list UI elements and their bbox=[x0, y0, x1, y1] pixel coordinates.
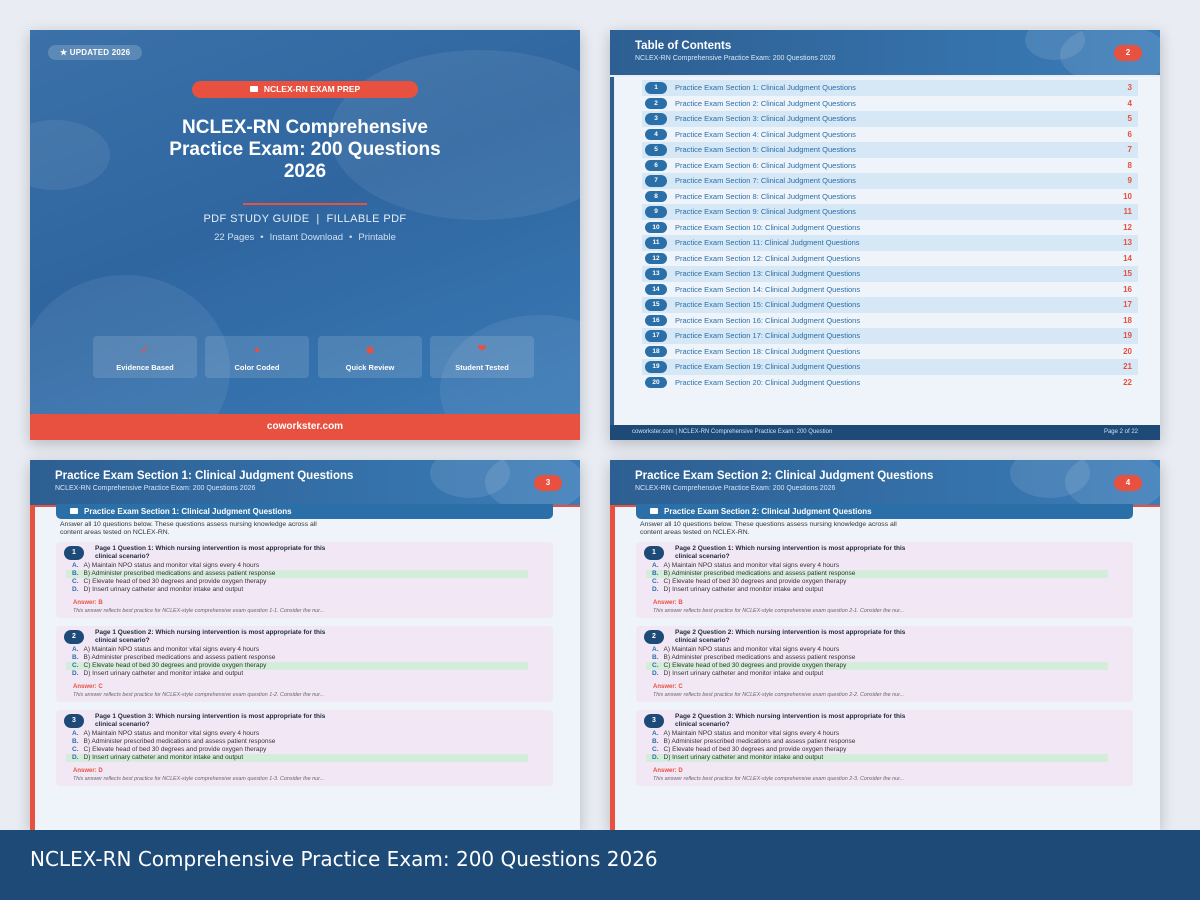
square-icon: ■ bbox=[366, 342, 374, 357]
section-subtitle: NCLEX-RN Comprehensive Practice Exam: 200 Questions 2026 bbox=[55, 485, 256, 492]
option-text: A) Maintain NPO status and monitor vital signs every 4 hours bbox=[83, 562, 260, 569]
toc-entry[interactable] bbox=[642, 235, 1138, 251]
toc-header bbox=[610, 30, 1160, 75]
question-text bbox=[95, 713, 395, 728]
option-text: C) Elevate head of bed 30 degrees and provide oxygen therapy bbox=[663, 746, 847, 754]
answer-option[interactable] bbox=[646, 654, 1108, 662]
section-page bbox=[30, 460, 580, 830]
toc-entry-title: Practice Exam Section 12: Clinical Judgment Questions bbox=[675, 253, 861, 263]
toc-entry-title: Practice Exam Section 5: Clinical Judgment Questions bbox=[675, 145, 856, 154]
section-banner-label: Practice Exam Section 2: Clinical Judgment Questions bbox=[664, 507, 872, 516]
printable-label: Printable bbox=[358, 232, 396, 243]
question-number: 3 bbox=[64, 714, 84, 728]
section-banner bbox=[636, 504, 1133, 519]
page-count: 22 Pages bbox=[214, 232, 255, 243]
option-text: C) Elevate head of bed 30 degrees and provide oxygen therapy bbox=[83, 662, 267, 670]
answer-option[interactable] bbox=[66, 754, 528, 762]
toc-entry[interactable] bbox=[642, 328, 1138, 344]
toc-entry-number: 15 bbox=[645, 299, 667, 311]
exam-prep-label: NCLEX-RN EXAM PREP bbox=[263, 84, 361, 94]
toc-entry[interactable] bbox=[642, 282, 1138, 298]
option-letter: D. bbox=[652, 754, 659, 762]
toc-entry-page: 15 bbox=[1123, 269, 1132, 278]
toc-entry[interactable] bbox=[642, 266, 1138, 282]
section-page bbox=[610, 460, 1160, 830]
option-letter: B. bbox=[652, 738, 659, 746]
option-letter: C. bbox=[652, 578, 659, 586]
option-text: B) Administer prescribed medications and assess patient response bbox=[663, 654, 856, 662]
option-letter: A. bbox=[72, 562, 79, 569]
toc-entry-page: 14 bbox=[1123, 253, 1132, 263]
toc-entry-number: 1 bbox=[645, 82, 667, 94]
caption-bar: NCLEX-RN Comprehensive Practice Exam: 200 Questions 2026 bbox=[0, 830, 1200, 900]
feature-label: Evidence Based bbox=[116, 363, 174, 372]
answer-label: Answer: C bbox=[653, 684, 683, 690]
option-text: B) Administer prescribed medications and assess patient response bbox=[83, 654, 276, 662]
answer-option[interactable] bbox=[66, 746, 528, 754]
toc-entry-page: 12 bbox=[1123, 222, 1132, 232]
answer-explanation: This answer reflects best practice for NCLEX-style comprehensive exam question 1-2. Consider the nur... bbox=[73, 692, 325, 698]
toc-entry[interactable] bbox=[642, 359, 1138, 375]
option-text: D) Insert urinary catheter and monitor intake and output bbox=[663, 670, 824, 678]
toc-entry-title: Practice Exam Section 4: Clinical Judgment Questions bbox=[675, 129, 856, 139]
section-title: Practice Exam Section 2: Clinical Judgment Questions bbox=[635, 470, 934, 482]
toc-entry-title: Practice Exam Section 11: Clinical Judgment Questions bbox=[675, 238, 860, 247]
question-card bbox=[56, 542, 553, 618]
triangle-icon: ▲ bbox=[252, 344, 262, 354]
page-number-badge: 4 bbox=[1114, 475, 1142, 491]
answer-option[interactable] bbox=[646, 670, 1108, 678]
toc-entry-number: 7 bbox=[645, 175, 667, 187]
toc-entry-title: Practice Exam Section 1: Clinical Judgment Questions bbox=[675, 83, 856, 92]
option-text: D) Insert urinary catheter and monitor intake and output bbox=[83, 754, 244, 762]
option-letter: D. bbox=[652, 586, 659, 594]
answer-label: Answer: C bbox=[73, 684, 103, 690]
toc-entry-number: 12 bbox=[645, 253, 667, 265]
question-line: clinical scenario? bbox=[95, 720, 150, 728]
download-label: Instant Download bbox=[269, 232, 344, 243]
option-text: D) Insert urinary catheter and monitor intake and output bbox=[663, 586, 824, 594]
answer-label: Answer: D bbox=[653, 768, 683, 774]
toc-entry-number: 10 bbox=[645, 222, 667, 234]
toc-entry-number: 13 bbox=[645, 268, 667, 280]
toc-entry-title: Practice Exam Section 7: Clinical Judgment Questions bbox=[675, 176, 856, 185]
toc-entry[interactable] bbox=[642, 251, 1138, 267]
answer-option[interactable] bbox=[646, 746, 1108, 754]
section-subtitle: NCLEX-RN Comprehensive Practice Exam: 200 Questions 2026 bbox=[635, 485, 836, 492]
feature-label: Quick Review bbox=[345, 363, 395, 372]
toc-entry-number: 2 bbox=[645, 98, 667, 110]
toc-entry[interactable] bbox=[642, 220, 1138, 236]
intro-line: content areas tested on NCLEX-RN. bbox=[640, 529, 750, 537]
option-text: C) Elevate head of bed 30 degrees and provide oxygen therapy bbox=[83, 746, 267, 754]
answer-option[interactable] bbox=[646, 562, 1108, 570]
option-letter: D. bbox=[72, 586, 79, 594]
question-line: clinical scenario? bbox=[675, 720, 730, 728]
question-text bbox=[675, 545, 975, 560]
answer-option[interactable] bbox=[646, 646, 1108, 654]
toc-entry-number: 20 bbox=[645, 377, 667, 389]
question-line: Page 1 Question 2: Which nursing intervention is most appropriate for this bbox=[95, 629, 326, 636]
option-letter: B. bbox=[72, 570, 79, 578]
answer-option[interactable] bbox=[646, 754, 1108, 762]
toc-entry-number: 6 bbox=[645, 160, 667, 172]
answer-option[interactable] bbox=[646, 730, 1108, 738]
answer-option[interactable] bbox=[66, 646, 528, 654]
option-letter: A. bbox=[72, 646, 79, 653]
question-number: 1 bbox=[644, 546, 664, 560]
toc-entry-title: Practice Exam Section 18: Clinical Judgment Questions bbox=[675, 346, 861, 356]
toc-entry-title: Practice Exam Section 9: Clinical Judgment Questions bbox=[675, 207, 856, 216]
cover-subtitle: PDF STUDY GUIDE | FILLABLE PDF bbox=[203, 213, 407, 225]
question-text bbox=[95, 545, 395, 560]
toc-entry-title: Practice Exam Section 13: Clinical Judgment Questions bbox=[675, 269, 861, 278]
question-card bbox=[636, 710, 1133, 786]
option-text: B) Administer prescribed medications and assess patient response bbox=[83, 738, 276, 746]
toc-entry[interactable] bbox=[642, 344, 1138, 360]
updated-badge: ★ UPDATED 2026 bbox=[48, 45, 142, 60]
toc-entry-page: 3 bbox=[1127, 83, 1132, 92]
option-letter: C. bbox=[72, 578, 79, 586]
intro-line: Answer all 10 questions below. These questions assess nursing knowledge across all bbox=[60, 521, 317, 528]
feature-quick-review bbox=[318, 336, 422, 378]
section-header bbox=[610, 460, 1160, 505]
toc-entry-title: Practice Exam Section 20: Clinical Judgment Questions bbox=[675, 377, 861, 387]
toc-entry-page: 5 bbox=[1127, 114, 1132, 123]
toc-entry-page: 7 bbox=[1127, 145, 1132, 154]
page-number-badge: 3 bbox=[534, 475, 562, 491]
option-text: C) Elevate head of bed 30 degrees and provide oxygen therapy bbox=[663, 662, 847, 670]
toc-entry-title: Practice Exam Section 14: Clinical Judgment Questions bbox=[675, 284, 861, 294]
question-line: clinical scenario? bbox=[95, 552, 150, 560]
toc-entry-number: 8 bbox=[645, 191, 667, 203]
option-letter: D. bbox=[72, 670, 79, 678]
option-text: D) Insert urinary catheter and monitor intake and output bbox=[83, 670, 244, 678]
section-intro bbox=[640, 521, 960, 538]
question-card bbox=[56, 710, 553, 786]
toc-entry-title: Practice Exam Section 15: Clinical Judgment Questions bbox=[675, 300, 861, 309]
toc-entry-page: 11 bbox=[1123, 207, 1132, 216]
answer-label: Answer: B bbox=[653, 600, 683, 606]
toc-entry-page: 4 bbox=[1127, 98, 1132, 108]
answer-option[interactable] bbox=[66, 578, 528, 586]
answer-explanation: This answer reflects best practice for NCLEX-style comprehensive exam question 2-3. Consider the nur... bbox=[653, 776, 905, 782]
toc-title: Table of Contents bbox=[635, 40, 732, 52]
feature-evidence-based bbox=[93, 336, 197, 378]
question-number: 2 bbox=[644, 630, 664, 644]
toc-entry-title: Practice Exam Section 8: Clinical Judgment Questions bbox=[675, 191, 856, 201]
answer-option[interactable] bbox=[66, 586, 528, 594]
section-intro bbox=[60, 521, 380, 538]
question-number: 1 bbox=[64, 546, 84, 560]
answer-explanation: This answer reflects best practice for NCLEX-style comprehensive exam question 2-1. Consider the nur... bbox=[653, 608, 905, 614]
book-icon bbox=[250, 86, 258, 92]
option-letter: D. bbox=[652, 670, 659, 678]
meta-separator: • bbox=[349, 232, 353, 243]
question-number: 3 bbox=[644, 714, 664, 728]
question-line: Page 2 Question 3: Which nursing intervention is most appropriate for this bbox=[675, 713, 906, 720]
toc-entry[interactable] bbox=[642, 142, 1138, 158]
toc-entry[interactable] bbox=[642, 96, 1138, 112]
toc-list bbox=[642, 80, 1138, 390]
toc-entry-number: 3 bbox=[645, 113, 667, 125]
toc-entry-page: 21 bbox=[1123, 362, 1132, 371]
answer-label: Answer: B bbox=[73, 600, 103, 606]
toc-entry-number: 19 bbox=[645, 361, 667, 373]
toc-entry-page: 16 bbox=[1123, 284, 1132, 294]
toc-entry-title: Practice Exam Section 16: Clinical Judgment Questions bbox=[675, 315, 861, 325]
toc-entry-page: 6 bbox=[1127, 129, 1132, 139]
question-text bbox=[675, 713, 975, 728]
toc-subtitle: NCLEX-RN Comprehensive Practice Exam: 200 Questions 2026 bbox=[635, 55, 836, 62]
question-text bbox=[675, 629, 975, 644]
toc-entry-title: Practice Exam Section 17: Clinical Judgment Questions bbox=[675, 331, 861, 340]
toc-entry[interactable] bbox=[642, 375, 1138, 391]
meta-separator: • bbox=[260, 232, 264, 243]
page-number-badge: 2 bbox=[1114, 45, 1142, 61]
option-text: B) Administer prescribed medications and assess patient response bbox=[83, 570, 276, 578]
feature-label: Color Coded bbox=[234, 363, 280, 372]
toc-entry[interactable] bbox=[642, 158, 1138, 174]
option-text: A) Maintain NPO status and monitor vital signs every 4 hours bbox=[83, 730, 260, 737]
option-letter: C. bbox=[72, 746, 79, 754]
toc-entry-number: 16 bbox=[645, 315, 667, 327]
heart-icon: ❤ bbox=[477, 343, 487, 355]
toc-entry[interactable] bbox=[642, 189, 1138, 205]
toc-entry-title: Practice Exam Section 2: Clinical Judgment Questions bbox=[675, 98, 856, 108]
question-line: Page 2 Question 2: Which nursing intervention is most appropriate for this bbox=[675, 629, 906, 636]
toc-entry-title: Practice Exam Section 6: Clinical Judgment Questions bbox=[675, 160, 856, 170]
option-letter: C. bbox=[652, 746, 659, 754]
option-letter: A. bbox=[652, 730, 659, 737]
feature-label: Student Tested bbox=[455, 363, 509, 372]
option-letter: B. bbox=[652, 654, 659, 662]
answer-option[interactable] bbox=[646, 570, 1108, 578]
feature-color-coded bbox=[205, 336, 309, 378]
option-text: A) Maintain NPO status and monitor vital signs every 4 hours bbox=[83, 646, 260, 653]
answer-explanation: This answer reflects best practice for NCLEX-style comprehensive exam question 1-3. Consider the nur... bbox=[73, 776, 325, 782]
toc-entry-page: 20 bbox=[1123, 346, 1132, 356]
option-text: C) Elevate head of bed 30 degrees and provide oxygen therapy bbox=[83, 578, 267, 586]
divider bbox=[243, 203, 367, 205]
answer-option[interactable] bbox=[66, 662, 528, 670]
section-banner bbox=[56, 504, 553, 519]
check-icon: ✓ bbox=[139, 342, 151, 357]
cover-page bbox=[30, 30, 580, 440]
answer-option[interactable] bbox=[646, 578, 1108, 586]
question-line: clinical scenario? bbox=[675, 636, 730, 644]
toc-entry[interactable] bbox=[642, 111, 1138, 127]
option-text: A) Maintain NPO status and monitor vital signs every 4 hours bbox=[663, 562, 840, 569]
toc-entry-number: 4 bbox=[645, 129, 667, 141]
answer-option[interactable] bbox=[66, 562, 528, 570]
option-letter: B. bbox=[652, 570, 659, 578]
toc-entry-title: Practice Exam Section 19: Clinical Judgment Questions bbox=[675, 362, 861, 371]
question-line: clinical scenario? bbox=[675, 552, 730, 560]
option-letter: A. bbox=[72, 730, 79, 737]
book-icon bbox=[70, 508, 78, 514]
toc-entry[interactable] bbox=[642, 297, 1138, 313]
option-letter: A. bbox=[652, 562, 659, 569]
option-text: D) Insert urinary catheter and monitor intake and output bbox=[83, 586, 244, 594]
intro-line: content areas tested on NCLEX-RN. bbox=[60, 529, 170, 537]
option-letter: B. bbox=[72, 654, 79, 662]
section-title: Practice Exam Section 1: Clinical Judgment Questions bbox=[55, 470, 354, 482]
toc-entry-page: 19 bbox=[1123, 331, 1132, 340]
answer-option[interactable] bbox=[66, 670, 528, 678]
option-text: B) Administer prescribed medications and assess patient response bbox=[663, 570, 856, 578]
toc-entry-page: 22 bbox=[1123, 377, 1132, 387]
answer-option[interactable] bbox=[66, 654, 528, 662]
answer-explanation: This answer reflects best practice for NCLEX-style comprehensive exam question 2-2. Consider the nur... bbox=[653, 692, 905, 698]
option-letter: A. bbox=[652, 646, 659, 653]
question-line: Page 1 Question 3: Which nursing intervention is most appropriate for this bbox=[95, 713, 326, 720]
question-line: clinical scenario? bbox=[95, 636, 150, 644]
toc-entry-number: 9 bbox=[645, 206, 667, 218]
question-card bbox=[636, 626, 1133, 702]
question-card bbox=[56, 626, 553, 702]
toc-entry-number: 14 bbox=[645, 284, 667, 296]
toc-entry-title: Practice Exam Section 10: Clinical Judgment Questions bbox=[675, 222, 861, 232]
answer-option[interactable] bbox=[66, 570, 528, 578]
option-text: A) Maintain NPO status and monitor vital signs every 4 hours bbox=[663, 646, 840, 653]
toc-entry[interactable] bbox=[642, 313, 1138, 329]
toc-entry-page: 17 bbox=[1123, 300, 1132, 309]
option-letter: C. bbox=[72, 662, 79, 670]
toc-entry-title: Practice Exam Section 3: Clinical Judgment Questions bbox=[675, 114, 856, 123]
toc-entry-number: 11 bbox=[645, 237, 667, 249]
option-letter: D. bbox=[72, 754, 79, 762]
question-card bbox=[636, 542, 1133, 618]
toc-entry-number: 17 bbox=[645, 330, 667, 342]
toc-entry-page: 8 bbox=[1127, 160, 1132, 170]
answer-option[interactable] bbox=[646, 662, 1108, 670]
book-icon bbox=[650, 508, 658, 514]
toc-entry-page: 10 bbox=[1123, 191, 1132, 201]
toc-entry-page: 18 bbox=[1123, 315, 1132, 325]
question-line: Page 1 Question 1: Which nursing intervention is most appropriate for this bbox=[95, 545, 326, 552]
cover-title-line: 2026 bbox=[283, 161, 327, 182]
toc-page bbox=[610, 30, 1160, 440]
footer-left: coworkster.com | NCLEX-RN Comprehensive Practice Exam: 200 Question bbox=[632, 429, 833, 435]
toc-entry-number: 5 bbox=[645, 144, 667, 156]
answer-option[interactable] bbox=[66, 738, 528, 746]
cover-title bbox=[90, 117, 520, 183]
option-text: A) Maintain NPO status and monitor vital signs every 4 hours bbox=[663, 730, 840, 737]
toc-entry[interactable] bbox=[642, 204, 1138, 220]
cover-title-line: Practice Exam: 200 Questions bbox=[169, 139, 441, 160]
question-text bbox=[95, 629, 395, 644]
answer-option[interactable] bbox=[66, 730, 528, 738]
option-text: D) Insert urinary catheter and monitor intake and output bbox=[663, 754, 824, 762]
toc-footer bbox=[610, 425, 1160, 440]
option-text: B) Administer prescribed medications and assess patient response bbox=[663, 738, 856, 746]
option-letter: B. bbox=[72, 738, 79, 746]
section-banner-label: Practice Exam Section 1: Clinical Judgment Questions bbox=[84, 507, 292, 516]
footer-page: Page 2 of 22 bbox=[1103, 429, 1138, 435]
toc-entry-number: 18 bbox=[645, 346, 667, 358]
cover-meta bbox=[30, 232, 580, 243]
question-line: Page 2 Question 1: Which nursing intervention is most appropriate for this bbox=[675, 545, 906, 552]
answer-option[interactable] bbox=[646, 738, 1108, 746]
question-number: 2 bbox=[64, 630, 84, 644]
option-text: C) Elevate head of bed 30 degrees and provide oxygen therapy bbox=[663, 578, 847, 586]
answer-explanation: This answer reflects best practice for NCLEX-style comprehensive exam question 1-1. Consider the nur... bbox=[73, 608, 325, 614]
cover-title-line: NCLEX-RN Comprehensive bbox=[182, 117, 428, 138]
toc-entry[interactable] bbox=[642, 127, 1138, 143]
exam-prep-tag bbox=[192, 81, 418, 98]
toc-entry-page: 9 bbox=[1127, 176, 1132, 185]
feature-student-tested bbox=[430, 336, 534, 378]
toc-entry-page: 13 bbox=[1123, 238, 1132, 247]
option-letter: C. bbox=[652, 662, 659, 670]
toc-entry[interactable] bbox=[642, 80, 1138, 96]
toc-entry[interactable] bbox=[642, 173, 1138, 189]
answer-label: Answer: D bbox=[73, 768, 103, 774]
intro-line: Answer all 10 questions below. These questions assess nursing knowledge across all bbox=[640, 521, 897, 528]
answer-option[interactable] bbox=[646, 586, 1108, 594]
cover-footer-url[interactable]: coworkster.com bbox=[30, 414, 580, 440]
section-header bbox=[30, 460, 580, 505]
